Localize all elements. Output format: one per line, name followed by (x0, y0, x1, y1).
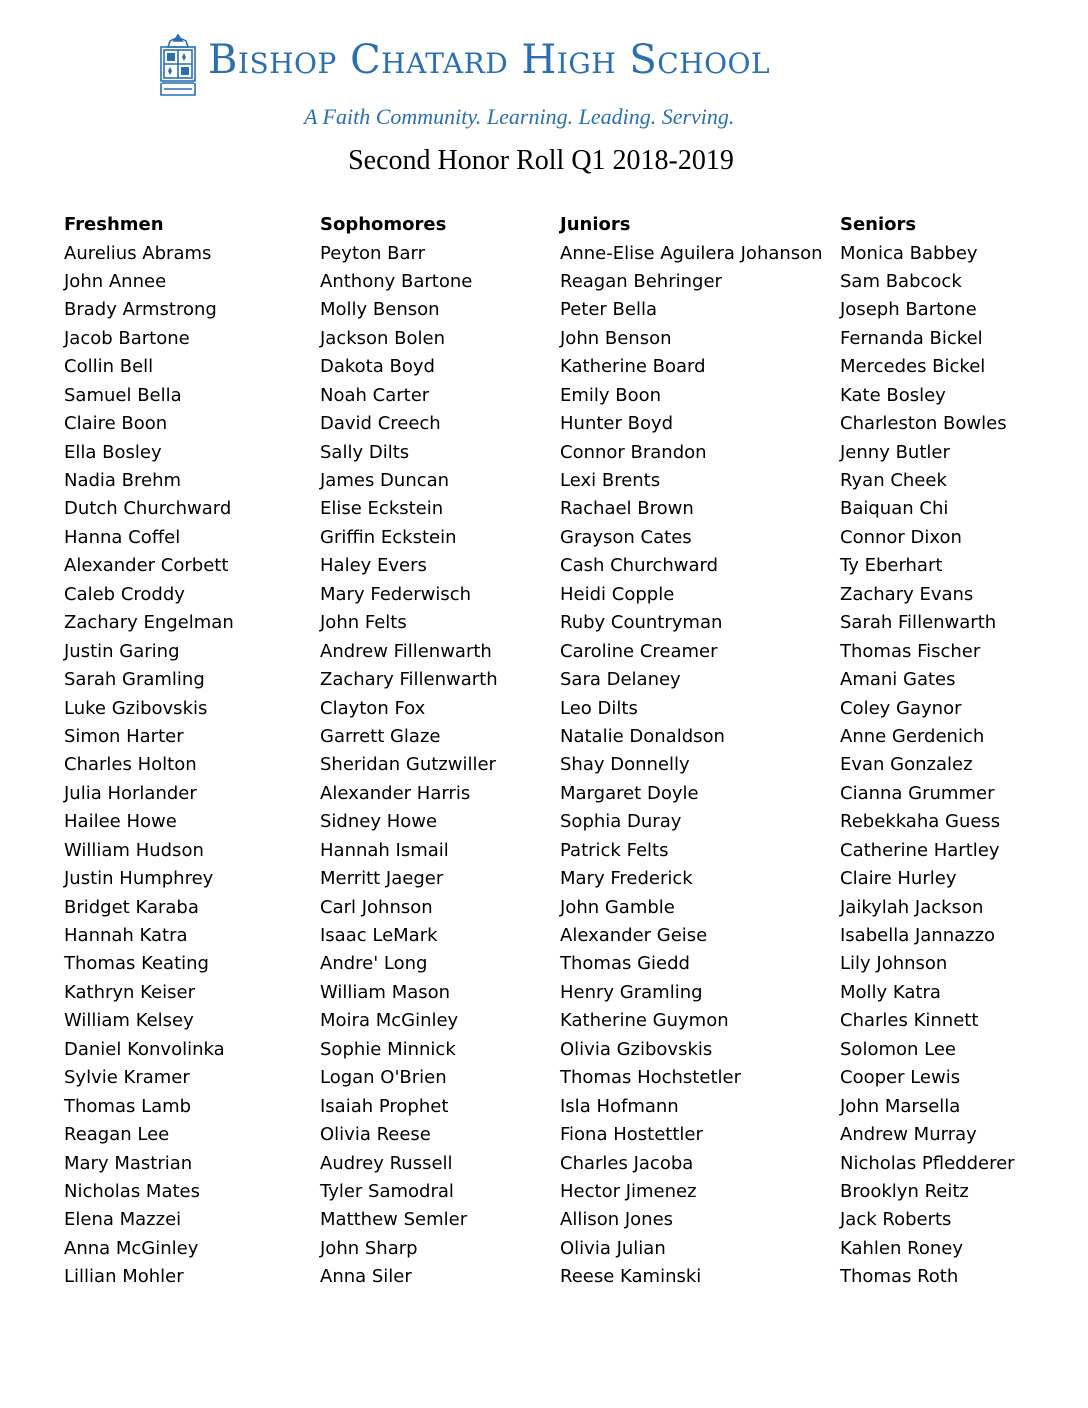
student-name: Anne-Elise Aguilera Johanson (560, 242, 823, 264)
name-list (64, 240, 234, 1292)
student-name: Sophia Duray (560, 811, 682, 833)
student-name: Jackson Bolen (320, 327, 446, 349)
student-name: Cash Churchward (560, 555, 719, 577)
student-name: Sylvie Kramer (64, 1067, 190, 1089)
student-name: Alexander Geise (560, 925, 708, 946)
student-name: Patrick Felts (560, 839, 669, 861)
column-heading: Freshmen (64, 214, 164, 235)
student-name: Tyler Samodral (320, 1180, 454, 1202)
column-heading: Sophomores (320, 214, 447, 235)
student-name: Reagan Behringer (560, 270, 722, 292)
student-name: Sara Delaney (560, 669, 681, 691)
student-name: Baiquan Chi (840, 498, 949, 520)
student-name: Margaret Doyle (560, 782, 699, 804)
student-name: Solomon Lee (840, 1038, 956, 1060)
student-name: Logan O'Brien (320, 1067, 447, 1089)
student-name: Anthony Bartone (320, 270, 473, 292)
student-name: Anna McGinley (64, 1237, 199, 1259)
student-name: Kahlen Roney (840, 1237, 963, 1259)
student-name: Alexander Corbett (64, 555, 229, 577)
student-name: Bridget Karaba (64, 896, 199, 918)
student-name: Jacob Bartone (64, 327, 190, 349)
student-name: Thomas Keating (64, 953, 209, 975)
student-name: Justin Garing (64, 640, 180, 662)
student-name: Haley Evers (320, 555, 427, 577)
student-name: Katherine Board (560, 356, 706, 378)
student-name: Zachary Engelman (64, 612, 234, 634)
student-name: Mercedes Bickel (840, 356, 986, 378)
student-name: Olivia Julian (560, 1237, 666, 1259)
student-name: Molly Benson (320, 299, 440, 321)
student-name: Nicholas Mates (64, 1180, 200, 1202)
student-name: David Creech (320, 413, 441, 435)
student-name: Luke Gzibovskis (64, 697, 208, 719)
student-name: Andrew Murray (840, 1124, 977, 1146)
student-name: Heidi Copple (560, 583, 675, 605)
student-name: Nadia Brehm (64, 470, 182, 491)
student-name: Allison Jones (560, 1209, 674, 1231)
student-name: Ty Eberhart (840, 555, 943, 577)
student-name: Alexander Harris (320, 782, 471, 804)
student-name: Charles Jacoba (560, 1152, 694, 1174)
student-name: Sidney Howe (320, 811, 438, 833)
student-name: Mary Federwisch (320, 583, 472, 605)
student-name: John Annee (64, 270, 167, 292)
student-name: Connor Brandon (560, 441, 707, 463)
column-heading: Juniors (560, 214, 631, 235)
student-name: Kathryn Keiser (64, 981, 196, 1003)
student-name: Grayson Cates (560, 526, 692, 548)
student-name: Katherine Guymon (560, 1010, 729, 1032)
student-name: Carl Johnson (320, 896, 433, 918)
student-name: Aurelius Abrams (64, 242, 212, 264)
student-name: Sarah Fillenwarth (840, 612, 997, 634)
student-name: Audrey Russell (320, 1152, 453, 1174)
student-name: Claire Hurley (840, 868, 957, 890)
student-name: Leo Dilts (560, 697, 638, 719)
student-name: Thomas Fischer (840, 640, 981, 662)
student-name: Cooper Lewis (840, 1067, 961, 1089)
student-name: Peyton Barr (320, 242, 426, 264)
student-name: Andrew Fillenwarth (320, 640, 492, 662)
student-name: James Duncan (320, 470, 450, 491)
student-name: Isaac LeMark (320, 925, 438, 946)
student-name: Isaiah Prophet (320, 1095, 449, 1117)
letterhead (0, 0, 1088, 140)
name-list (840, 240, 1015, 1292)
student-name: Andre' Long (320, 953, 428, 975)
page-title: Second Honor Roll Q1 2018-2019 (348, 145, 734, 176)
school-crest-icon (158, 33, 198, 99)
student-name: Jenny Butler (840, 441, 950, 463)
student-name: Shay Donnelly (560, 754, 690, 776)
student-name: John Gamble (560, 896, 675, 918)
student-name: Rebekkaha Guess (840, 811, 1001, 833)
student-name: Kate Bosley (840, 384, 946, 406)
student-name: Sophie Minnick (320, 1038, 456, 1060)
student-name: John Sharp (320, 1237, 418, 1259)
student-name: Monica Babbey (840, 242, 978, 264)
student-name: Henry Gramling (560, 981, 703, 1003)
student-name: Connor Dixon (840, 526, 962, 548)
student-name: Cianna Grummer (840, 782, 995, 804)
student-name: John Benson (560, 327, 672, 349)
student-name: William Hudson (64, 839, 204, 861)
student-name: Hannah Katra (64, 925, 188, 946)
student-name: Emily Boon (560, 384, 662, 406)
student-name: Sheridan Gutzwiller (320, 754, 496, 776)
student-name: Amani Gates (840, 669, 956, 691)
student-name: Merritt Jaeger (320, 868, 444, 890)
student-name: Dutch Churchward (64, 498, 232, 520)
student-name: Sally Dilts (320, 441, 410, 463)
student-name: Zachary Fillenwarth (320, 669, 498, 691)
student-name: Brady Armstrong (64, 299, 217, 321)
student-name: Coley Gaynor (840, 697, 962, 719)
student-name: Matthew Semler (320, 1209, 468, 1231)
student-name: Nicholas Pfledderer (840, 1152, 1015, 1174)
student-name: Dakota Boyd (320, 356, 435, 378)
student-name: Olivia Gzibovskis (560, 1038, 713, 1060)
column-juniors (560, 211, 823, 1292)
student-name: Anne Gerdenich (840, 725, 985, 747)
student-name: Fiona Hostettler (560, 1124, 703, 1146)
student-name: Caroline Creamer (560, 640, 718, 662)
student-name: Jack Roberts (840, 1209, 952, 1231)
column-sophomores (320, 211, 498, 1292)
name-list (320, 240, 498, 1292)
student-name: Ryan Cheek (840, 470, 947, 491)
student-name: Mary Mastrian (64, 1152, 193, 1174)
student-name: Claire Boon (64, 413, 168, 435)
student-name: Justin Humphrey (64, 868, 214, 890)
student-name: Mary Frederick (560, 868, 693, 890)
student-name: John Felts (320, 612, 407, 634)
student-name: Joseph Bartone (840, 299, 977, 321)
student-name: Lily Johnson (840, 953, 948, 975)
student-name: Caleb Croddy (64, 583, 185, 605)
student-name: Hector Jimenez (560, 1180, 697, 1202)
student-name: Griffin Eckstein (320, 526, 457, 548)
column-freshmen (64, 211, 234, 1292)
student-name: Elise Eckstein (320, 498, 444, 520)
student-name: Reese Kaminski (560, 1266, 702, 1288)
school-name: Bishop Chatard High School (208, 37, 771, 83)
student-name: Noah Carter (320, 384, 430, 406)
student-name: Ella Bosley (64, 441, 162, 463)
student-name: Molly Katra (840, 981, 941, 1003)
student-name: Daniel Konvolinka (64, 1038, 225, 1060)
student-name: Lexi Brents (560, 470, 661, 491)
column-heading: Seniors (840, 214, 917, 235)
student-name: Collin Bell (64, 356, 154, 378)
student-name: Garrett Glaze (320, 725, 441, 747)
student-name: Isla Hofmann (560, 1095, 679, 1117)
student-name: Simon Harter (64, 725, 184, 747)
student-name: Sarah Gramling (64, 669, 205, 691)
student-name: William Mason (320, 981, 451, 1003)
student-name: Clayton Fox (320, 697, 426, 719)
name-list (560, 240, 823, 1292)
student-name: Hanna Coffel (64, 526, 181, 548)
student-name: Lillian Mohler (64, 1266, 184, 1288)
student-name: Thomas Roth (840, 1266, 959, 1288)
student-name: Evan Gonzalez (840, 754, 973, 776)
student-name: Hunter Boyd (560, 413, 674, 435)
column-seniors (840, 211, 1015, 1292)
student-name: John Marsella (840, 1095, 961, 1117)
student-name: Isabella Jannazzo (840, 925, 996, 946)
student-name: Ruby Countryman (560, 612, 723, 634)
student-name: Peter Bella (560, 299, 657, 321)
student-name: Charleston Bowles (840, 413, 1007, 435)
student-name: Reagan Lee (64, 1124, 170, 1146)
student-name: Natalie Donaldson (560, 725, 725, 747)
student-name: Catherine Hartley (840, 839, 1000, 861)
student-name: Anna Siler (320, 1266, 412, 1288)
student-name: Samuel Bella (64, 384, 182, 406)
student-name: Charles Kinnett (840, 1010, 979, 1032)
student-name: Thomas Hochstetler (560, 1067, 741, 1089)
school-tagline: A Faith Community. Learning. Leading. Serving. (304, 104, 735, 129)
student-name: Thomas Lamb (64, 1095, 192, 1117)
student-name: Zachary Evans (840, 583, 974, 605)
student-name: Thomas Giedd (560, 953, 690, 975)
student-name: Sam Babcock (840, 270, 962, 292)
student-name: Brooklyn Reitz (840, 1180, 969, 1202)
student-name: Jaikylah Jackson (840, 896, 984, 918)
student-name: Julia Horlander (64, 782, 197, 804)
student-name: Elena Mazzei (64, 1209, 182, 1231)
student-name: Hannah Ismail (320, 839, 449, 861)
student-name: William Kelsey (64, 1010, 194, 1032)
student-name: Charles Holton (64, 754, 197, 776)
student-name: Hailee Howe (64, 811, 177, 833)
student-name: Moira McGinley (320, 1010, 459, 1032)
student-name: Fernanda Bickel (840, 327, 983, 349)
student-name: Rachael Brown (560, 498, 694, 520)
student-name: Olivia Reese (320, 1124, 431, 1146)
